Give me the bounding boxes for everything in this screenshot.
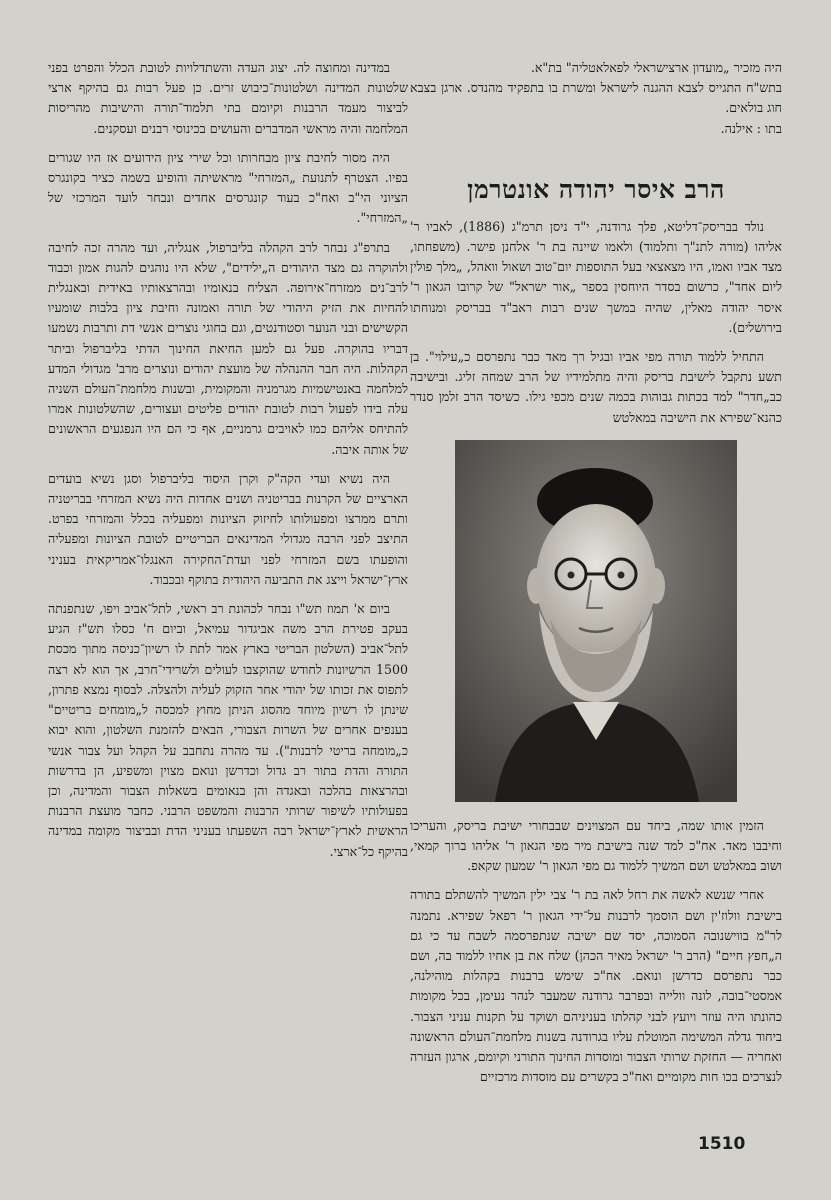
intro-line: בתו : אילנה.	[720, 120, 782, 136]
paragraph: נולד בבריסק־דליטא, פלך גרודנה, י"ד ניסן תרמ"ג (1886), לאביו ר' אליהו (מורה לתנ"ך ותלמוד) ולאמו שיינה בת ר' אלחנן פישר. (משפחתו, מצד אביו ואמו, היו מצאצאי בעל התוספות יום־טוב ושאול וואהל, „מלך פולין ליום אחד", כרשום בסדר היוחסין בספר „אור ישראל" של קרובו הגאון ר' איסר יהודה מאלין, שהיה במשך שנים רבות ראב"ד בבריסק ומנוחתו בירושלים).	[410, 218, 782, 335]
paragraph: היה מסור לחיבת ציון מבחרותו וכל שירי ציון הידועים אז היו שגורים בפיו. הצטרף לתנועת „המזרחי" מראשיתה והופיע בשמה כציר בקונגרס הציוני הי"ב ואח"כ בעוד קונגרסים אחדים ונבחר לועד המרכזי של „המזרחי".	[48, 149, 408, 226]
paragraph: ביום א' תמוז תש"ו נבחר לכהונת רב ראשי, לתל־אביב ויפו, שנתפנתה בעקב פטירת הרב משה אביגדור עמיאל, וביום ח' כסלו תש"ז הגיע לתל־אביב (השלטון הבריטי בארץ אמר לתת לו רשיון־כניסה מתוך מכסת 1500 הרשיונות לחודש שהוקצבו לעולים ולשרידי־חרב, אך הוא לא רצה לתפוס את זכותו של יהודי אחר הזקוק לעליה ולהצלה. לבסוף נמצא פתרון, שינתן לו רשיון מיוחד מהסוג הניתן מחוץ למכסה ל„מומחים בריטיים" בענפים אחרים של השרות הצבורי, הבאים להזמנת השלטון, והוא יבוא כ„מומחה בריטי לרבנות"). עד מהרה נתחבב על הקהל ועל צבור אנשי התורה והדת בתור רב גדול וכדרשן ונואם מצוין ומשפיע, הן בדרשות ובהרצאות בהלכה ובאגדה והן בנאומים בשאלות הצבור והמדינה, וכן בפעולותיו לשיפור שרותי הרבנות והמשפט הרבני. כחבר מועצת הרבנות הראשית לארץ־ישראל רבה השפעתו בעניני הדת ובביצור מקומה במדינה בהיקף כל־ארצי.	[48, 601, 408, 859]
portrait-photo	[455, 440, 737, 802]
intro-line: בתש"ח התגייס לצבא ההגנה לישראל ומשרת בו בתפקיד מהנדס. ארגן בצבא חוג בולאים.	[410, 80, 782, 116]
paragraph: בתרפ"ג נבחר לרב הקהלה בליברפול, אנגליה, ועד מהרה זכה לחיבה ולהוקרה גם מצד היהודים ה„ילידים", שלא היו נוהגים להגות אמון וכבוד לרב־נים ממזרח־אירופה. הצליח בנאומיו ובהרצאותיו באידית ובאנגלית להחיות את הזיק היהודי של תורה ואמונה וחיבת ציון בלבות שומעיו הקשישים ובני הנוער וסטודנטים, וגם בחוגי נוצרים אנשי דת ותרבות נשמעו דבריו בהוקרה. פעל גם למען החיאת החינוך הדתי בליברפול וביתר הקהלות. היה חבר ההנהלה של מועצת יהודים ונוצרים מרב' מגדולי המדע למלחמה באנטישמיות מגרמניה והמקומית, ובשנות מלחמת־העולם השניה עלה בידו לפעול רבות לטובת יהודים פליטים ועצורים, שהשלטונות אמרו להתיחס אליהם כמו לאויבים גרמניים, אף כי הם היו הנפגעים הראשונים של אותה איבה.	[48, 239, 408, 457]
previous-entry-end	[410, 58, 782, 139]
paragraph: הזמין אותו שמה, ביחד עם המצוינים שבבחורי ישיבת בריסק, והעריכו וחיבבו מאד. אח"כ למד שנה בישיבת מיר מפי הגאון ר' אליהו ברוך קמאי, ושוב במאלטש ושם המשיך ללמוד גם מפי הגאון ר' שמעון שקאפ.	[410, 817, 782, 874]
left-column	[48, 58, 408, 871]
paragraph: התחיל ללמוד תורה מפי אביו ובגיל רך מאד כבר נתפרסם כ„עילוי". בן תשע נתקבל לישיבת בריסק והיה מתלמידיו של הרב שמחה זליג. ובישיבה כב„חדר" למד בכתות גבוהות בכמה שנים מכפי גילו. כשיסד הרב זלמן סנדר כהנא־שפירא את הישיבה במאלטש	[410, 349, 782, 425]
article-title: הרב איסר יהודה אונטרמן	[467, 174, 725, 204]
page-number: 1510	[698, 1134, 746, 1154]
intro-line: היה מזכיר „מועדון ארצישראלי לפאלאטליה" בת"א.	[530, 60, 782, 75]
right-column	[410, 58, 782, 1096]
paragraph: במדינה ומחוצה לה. יצוג העדה והשתדלויות לטובת הכלל והפרט בפני שלטונות המדינה ושלטונות־כיבוש זרים. כן פעל רבות גם בהיקף ארצי לביצור מעמד הרבנות וקיומם בתי תלמוד־תורה והישיבות מהריסות המלחמה והיה מראשי המדברים והעושים בכינוסי רבנים ועסקנים.	[48, 60, 408, 136]
paragraph: אחרי שנשא לאשה את רחל לאה בת ר' צבי ילין המשיך להשתלם בתורה בישיבת וולוז'ין ושם הוסמך לרבנות על־ידי הגאון ר' רפאל שפירא. נתמנה לר"מ בווישנובה הסמוכה, יסד שם ישיבה שנתפרסמה לשבח עד כי גם ה„חפץ חיים" (הרב ר' ישראל מאיר הכהן) שלח את בן אחיו ללמוד בה, ושם כבר נתפרסם כדרשן ונואם. אח"כ שימש ברבנות בקהלות מוהילנה, אמסטי־בובה, לונה וולייה ובפרבר גרודנה שמעבר לנהר נעימן, בכל מקומות כהונתו היה עוזר ויועץ לבני קהלתו בעניניהם ושוקד על תקנות עניני הצבור. ביחוד גדלה המשימה המוטלת עליו בגרודנה בשנות מלחמת־העולם הראשונה ואחריה — החזקת שרותי הצבור ומוסדות החינוך התורני וקיומם, ארגון העזרה לנצרכים בכו חות מקומיים ואח"כ בקשרים עם מוסדות מרכזיים	[410, 887, 782, 1085]
paragraph: היה נשיא ועדי הקה"ק וקרן היסוד בליברפול וסגן נשיא בועדים הארציים של הקרנות בבריטניה ושנים אחדות היה נשיא המזרחי בבריטניה ותרם ממרצו ומפעולותו לחיזוק הציונות ומפעליה בכלל והמזרחי בפרט. התיצב לפני הרבה מגדולי המדינאים הבריטיים לטובת הציונות ומפעליה והופעתו בשם המזרחי לפני ועדת־החקירה האנגלו־אמריקאית בעניני ארץ־ישראל וייצג את התביעה היהודית בתוקף ובכבוד.	[48, 470, 408, 587]
portrait-illustration	[455, 440, 737, 802]
